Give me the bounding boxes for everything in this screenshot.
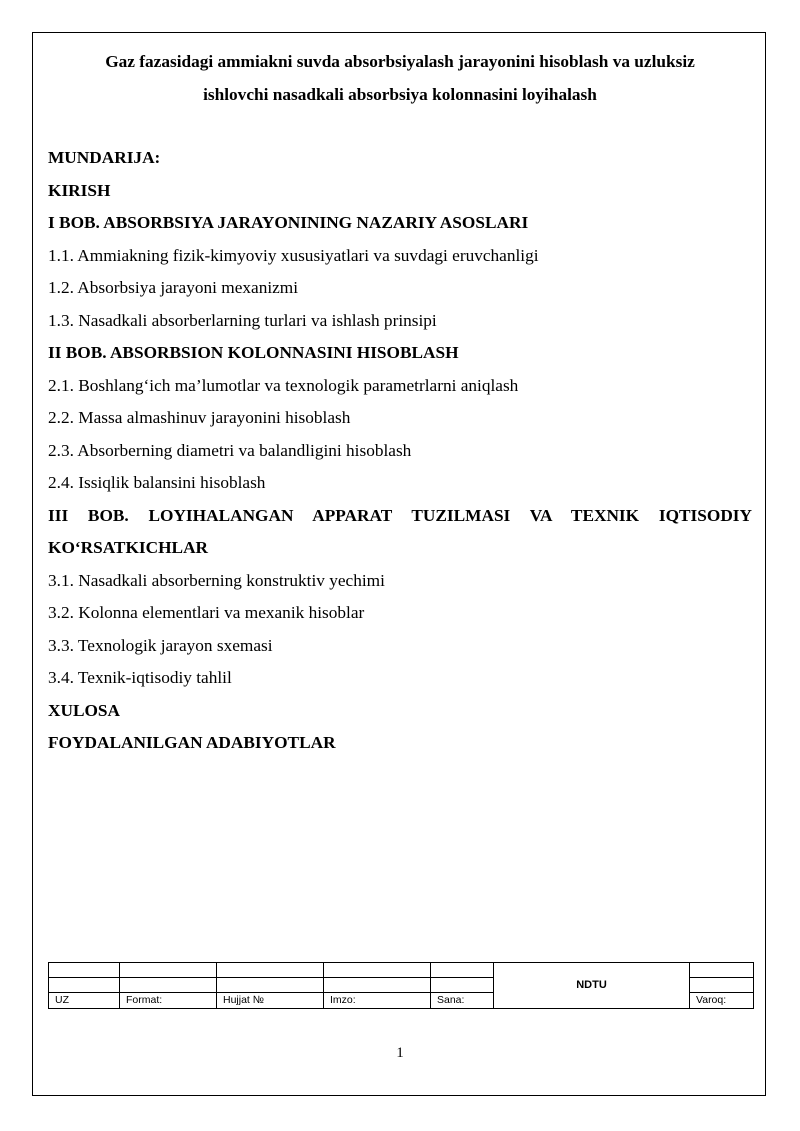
toc-heading: I BOB. ABSORBSIYA JARAYONINING NAZARIY ASOSLARI [48,213,529,232]
title-line-2: ishlovchi nasadkali absorbsiya kolonnasini loyihalash [203,84,597,104]
toc-heading: KIRISH [48,180,111,200]
toc-heading-line-1: III BOB. LOYIHALANGAN APPARAT TUZILMASI VA TEXNIK IQTISODIY [48,505,752,525]
stamp-cell [324,978,431,993]
stamp-cell [217,978,324,993]
toc-item: 3.1. Nasadkali absorberning konstruktiv yechimi [48,570,385,590]
stamp-cell [690,978,754,993]
toc-heading: MUNDARIJA: [48,148,161,167]
document-title [50,46,750,111]
toc-item: 2.3. Absorberning diametri va balandligini hisoblash [48,440,412,460]
title-line-1: Gaz fazasidagi ammiakni suvda absorbsiyalash jarayonini hisoblash va uzluksiz [105,52,695,71]
table-of-contents [48,142,752,760]
toc-item: 2.2. Massa almashinuv jarayonini hisoblash [48,408,351,427]
toc-item: 1.3. Nasadkali absorberlarning turlari va ishlash prinsipi [48,310,437,330]
toc-heading [48,500,752,565]
toc-heading-line-2: KO‘RSATKICHLAR [48,538,209,557]
toc-heading: XULOSA [48,700,121,720]
stamp-doc-no-label: Hujjat № [217,993,324,1009]
stamp-cell [217,963,324,978]
toc-item: 1.1. Ammiakning fizik-kimyoviy xususiyatlari va suvdagi eruvchanligi [48,245,539,265]
toc-item: 2.4. Issiqlik balansini hisoblash [48,473,266,492]
stamp-cell [49,963,120,978]
toc-item: 3.2. Kolonna elementlari va mexanik hisoblar [48,603,365,622]
stamp-organization: NDTU [494,963,690,1009]
stamp-date-label: Sana: [431,993,494,1009]
stamp-cell [690,963,754,978]
page-number: 1 [396,1045,404,1061]
stamp-cell [431,978,494,993]
stamp-cell [120,978,217,993]
toc-item: 3.3. Texnologik jarayon sxemasi [48,635,273,655]
stamp-signature-label: Imzo: [324,993,431,1009]
stamp-sheet-label: Varoq: [690,993,754,1009]
toc-item: 2.1. Boshlang‘ich ma’lumotlar va texnologik parametrlarni aniqlash [48,375,519,395]
stamp-cell [49,978,120,993]
stamp-cell [324,963,431,978]
stamp-cell [120,963,217,978]
title-block-stamp [48,962,754,1009]
toc-item: 3.4. Texnik-iqtisodiy tahlil [48,668,232,687]
toc-heading: FOYDALANILGAN ADABIYOTLAR [48,733,336,752]
stamp-uz-label: UZ [49,993,120,1009]
toc-heading: II BOB. ABSORBSION KOLONNASINI HISOBLASH [48,343,459,362]
stamp-cell [431,963,494,978]
stamp-format-label: Format: [120,993,217,1009]
toc-item: 1.2. Absorbsiya jarayoni mexanizmi [48,278,299,297]
